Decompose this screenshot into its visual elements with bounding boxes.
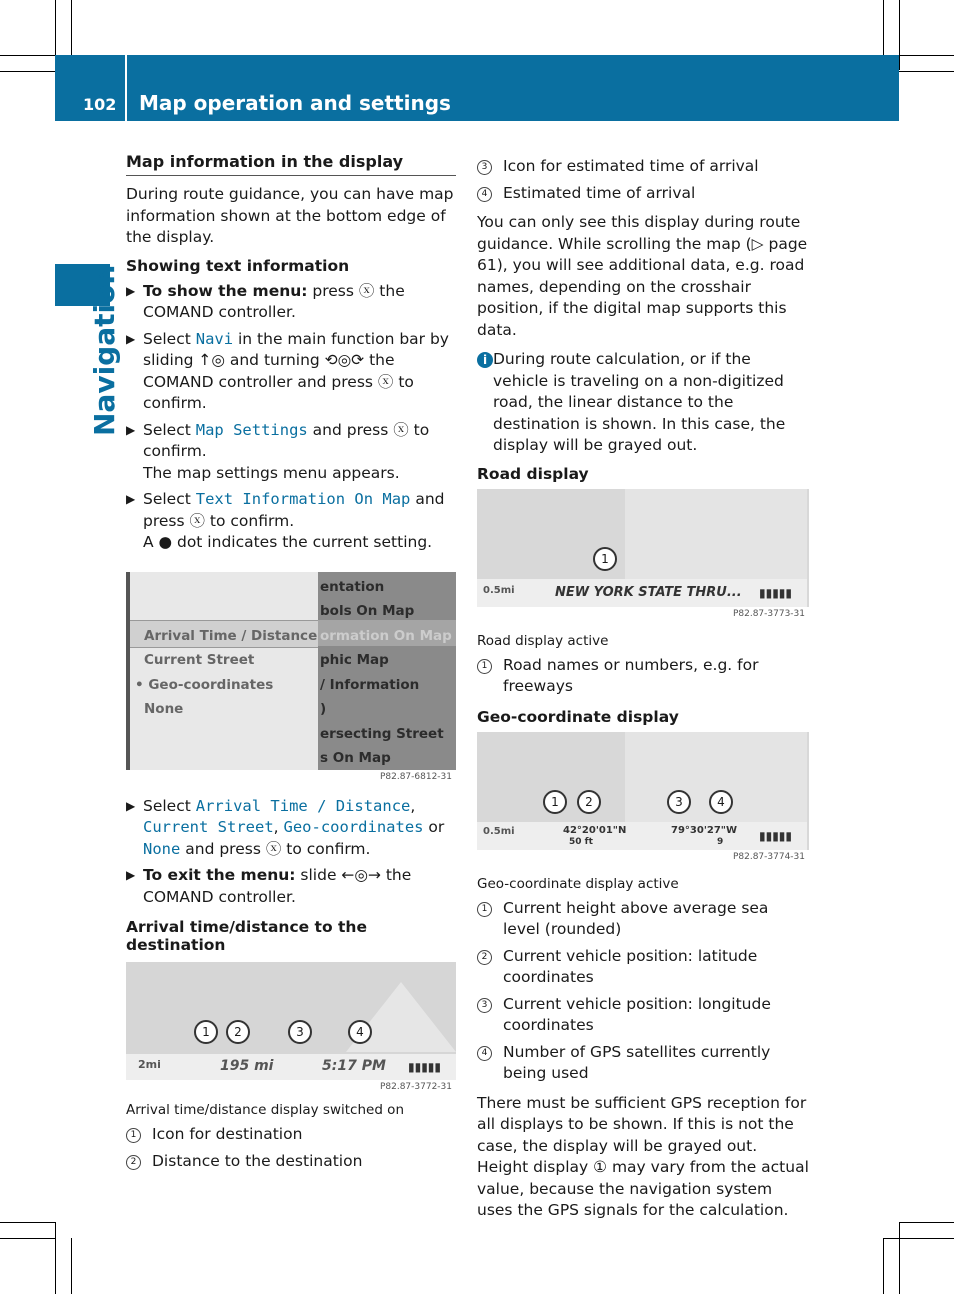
figure-caption: Road display active [477, 632, 609, 649]
crop-mark [71, 0, 72, 55]
distance-readout: 195 mi [220, 1058, 274, 1074]
step-select-option: ▶ Select Arrival Time / Distance, Current Street, Geo-coordinates or None and press ⓧ to confirm. [126, 796, 445, 858]
crop-mark [883, 1238, 954, 1239]
figure-code: P82.87-3774-31 [732, 851, 805, 862]
info-icon: i [477, 352, 493, 368]
step-arrow-icon: ▶ [126, 868, 136, 882]
callout-4: 4 [709, 790, 733, 814]
road-display-title: Road display [477, 464, 589, 483]
list-item: 3 Icon for estimated time of arrival [477, 156, 809, 178]
list-item: 3 Current vehicle position: longitude coordinates [477, 994, 809, 1037]
step-arrow-icon: ▶ [126, 331, 136, 346]
map-scale: 2mi [138, 1058, 161, 1071]
page-number: 102 [83, 95, 117, 114]
list-item: 2 Distance to the destination [126, 1151, 456, 1173]
text-info-item: Text Information On Map [195, 490, 411, 508]
crop-mark [899, 1222, 900, 1294]
list-item: 1 Road names or numbers, e.g. for freeways [477, 655, 809, 698]
crop-mark [883, 1238, 884, 1294]
callout-4: 4 [348, 1020, 372, 1044]
crop-mark [71, 1238, 72, 1294]
navi-menu-item: Navi [195, 329, 234, 348]
step-exit-menu: ▶ To exit the menu: slide ←◎→ the COMAND controller. [126, 866, 412, 906]
geo-screenshot [477, 732, 809, 850]
step-arrow-icon: ▶ [126, 422, 136, 437]
list-item: 1 Icon for destination [126, 1124, 456, 1146]
crop-mark [55, 1222, 56, 1294]
menu-left-list: Arrival Time / Distance Current Street • Geo-coordinates None [135, 627, 318, 717]
longitude-readout: 79°30'27"W [671, 824, 738, 836]
crop-mark [899, 71, 954, 72]
callout-3: 3 [288, 1020, 312, 1044]
geo-display-title: Geo-coordinate display [477, 707, 679, 726]
guidance-paragraph: You can only see this display during route guidance. While scrolling the map (▷ page 61), you will see additional data, e.g. road names, depending on the crosshair position, if the digital map supports this data. [477, 213, 808, 339]
intro-paragraph: During route guidance, you can have map information shown at the bottom edge of the display. [126, 185, 454, 246]
page-title: Map operation and settings [139, 91, 451, 115]
step-text-info: ▶ Select Text Information On Map and press ⓧ to confirm. A ● dot indicates the current setting. [126, 490, 445, 551]
step-select-navi: ▶ Select Navi in the main function bar by sliding ↑◎ and turning ⟲◎⟳ the COMAND controller and press ⓧ to confirm. [126, 329, 449, 412]
step-map-settings: ▶ Select Map Settings and press ⓧ to confirm. The map settings menu appears. [126, 420, 430, 482]
map-scale: 0.5mi [483, 584, 515, 596]
subsection-title: Showing text information [126, 256, 350, 275]
left-column [126, 152, 456, 1177]
figure-code: P82.87-3772-31 [379, 1082, 452, 1092]
road-name: NEW YORK STATE THRU... [555, 584, 742, 600]
signal-bars-icon: ▮▮▮▮▮ [759, 828, 793, 843]
signal-bars-icon: ▮▮▮▮▮ [408, 1060, 442, 1074]
list-item: 4 Estimated time of arrival [477, 183, 809, 205]
menu-right-list: entation bols On Map ormation On Map phic Map / Information ) ersecting Street s On Map [320, 578, 452, 766]
step-show-menu: ▶ To show the menu: press ⓧ the COMAND controller. [126, 281, 405, 321]
signal-bars-icon: ▮▮▮▮▮ [759, 585, 793, 600]
latitude-readout: 42°20'01"N [563, 824, 627, 836]
crop-mark [899, 1222, 954, 1223]
map-settings-item: Map Settings [195, 420, 308, 439]
crop-mark [0, 1238, 55, 1239]
header-divider [125, 55, 127, 121]
height-readout: 50 ft [569, 836, 593, 847]
callout-2: 2 [226, 1020, 250, 1044]
figure-caption: Arrival time/distance display switched on [126, 1102, 405, 1118]
side-tab-label: Navigation [88, 264, 121, 436]
satellite-count: 9 [717, 836, 724, 847]
crop-mark [883, 0, 884, 55]
crop-mark [0, 1222, 55, 1223]
arrival-screenshot [126, 962, 456, 1080]
crop-mark [899, 55, 954, 56]
callout-2: 2 [577, 790, 601, 814]
figure-code: P82.87-6812-31 [379, 771, 452, 782]
subsection-title: Arrival time/distance to the destination [126, 918, 367, 954]
crop-mark [0, 71, 55, 72]
info-note: i During route calculation, or if the vehicle is traveling on a non-digitized road, the linear distance to the destination is shown. In this case, the display will be grayed out. [477, 349, 809, 457]
gps-paragraph: There must be sufficient GPS reception for all displays to be shown. If this is not the case, the display will be grayed out. Height display ① may vary from the actual value, because the navigation system uses the GPS signals for the calculation. [477, 1093, 809, 1219]
list-item: 4 Number of GPS satellites currently being used [477, 1042, 809, 1085]
right-column [477, 156, 809, 1228]
step-arrow-icon: ▶ [126, 283, 136, 298]
figure-caption: Geo-coordinate display active [477, 875, 679, 892]
callout-1: 1 [593, 547, 617, 571]
list-item: 2 Current vehicle position: latitude coordinates [477, 946, 809, 989]
crop-mark [899, 0, 900, 70]
figure-code: P82.87-3773-31 [732, 608, 805, 619]
road-screenshot [477, 489, 809, 607]
step-arrow-icon: ▶ [126, 798, 136, 813]
crop-mark [0, 55, 55, 56]
page-header [55, 55, 899, 121]
callout-3: 3 [667, 790, 691, 814]
section-title: Map information in the display [126, 152, 456, 176]
callout-1: 1 [543, 790, 567, 814]
step-arrow-icon: ▶ [126, 492, 136, 506]
time-readout: 5:17 PM [322, 1058, 386, 1074]
map-scale: 0.5mi [483, 825, 515, 837]
callout-1: 1 [194, 1020, 218, 1044]
menu-screenshot [126, 572, 456, 770]
list-item: 1 Current height above average sea level (rounded) [477, 898, 809, 941]
